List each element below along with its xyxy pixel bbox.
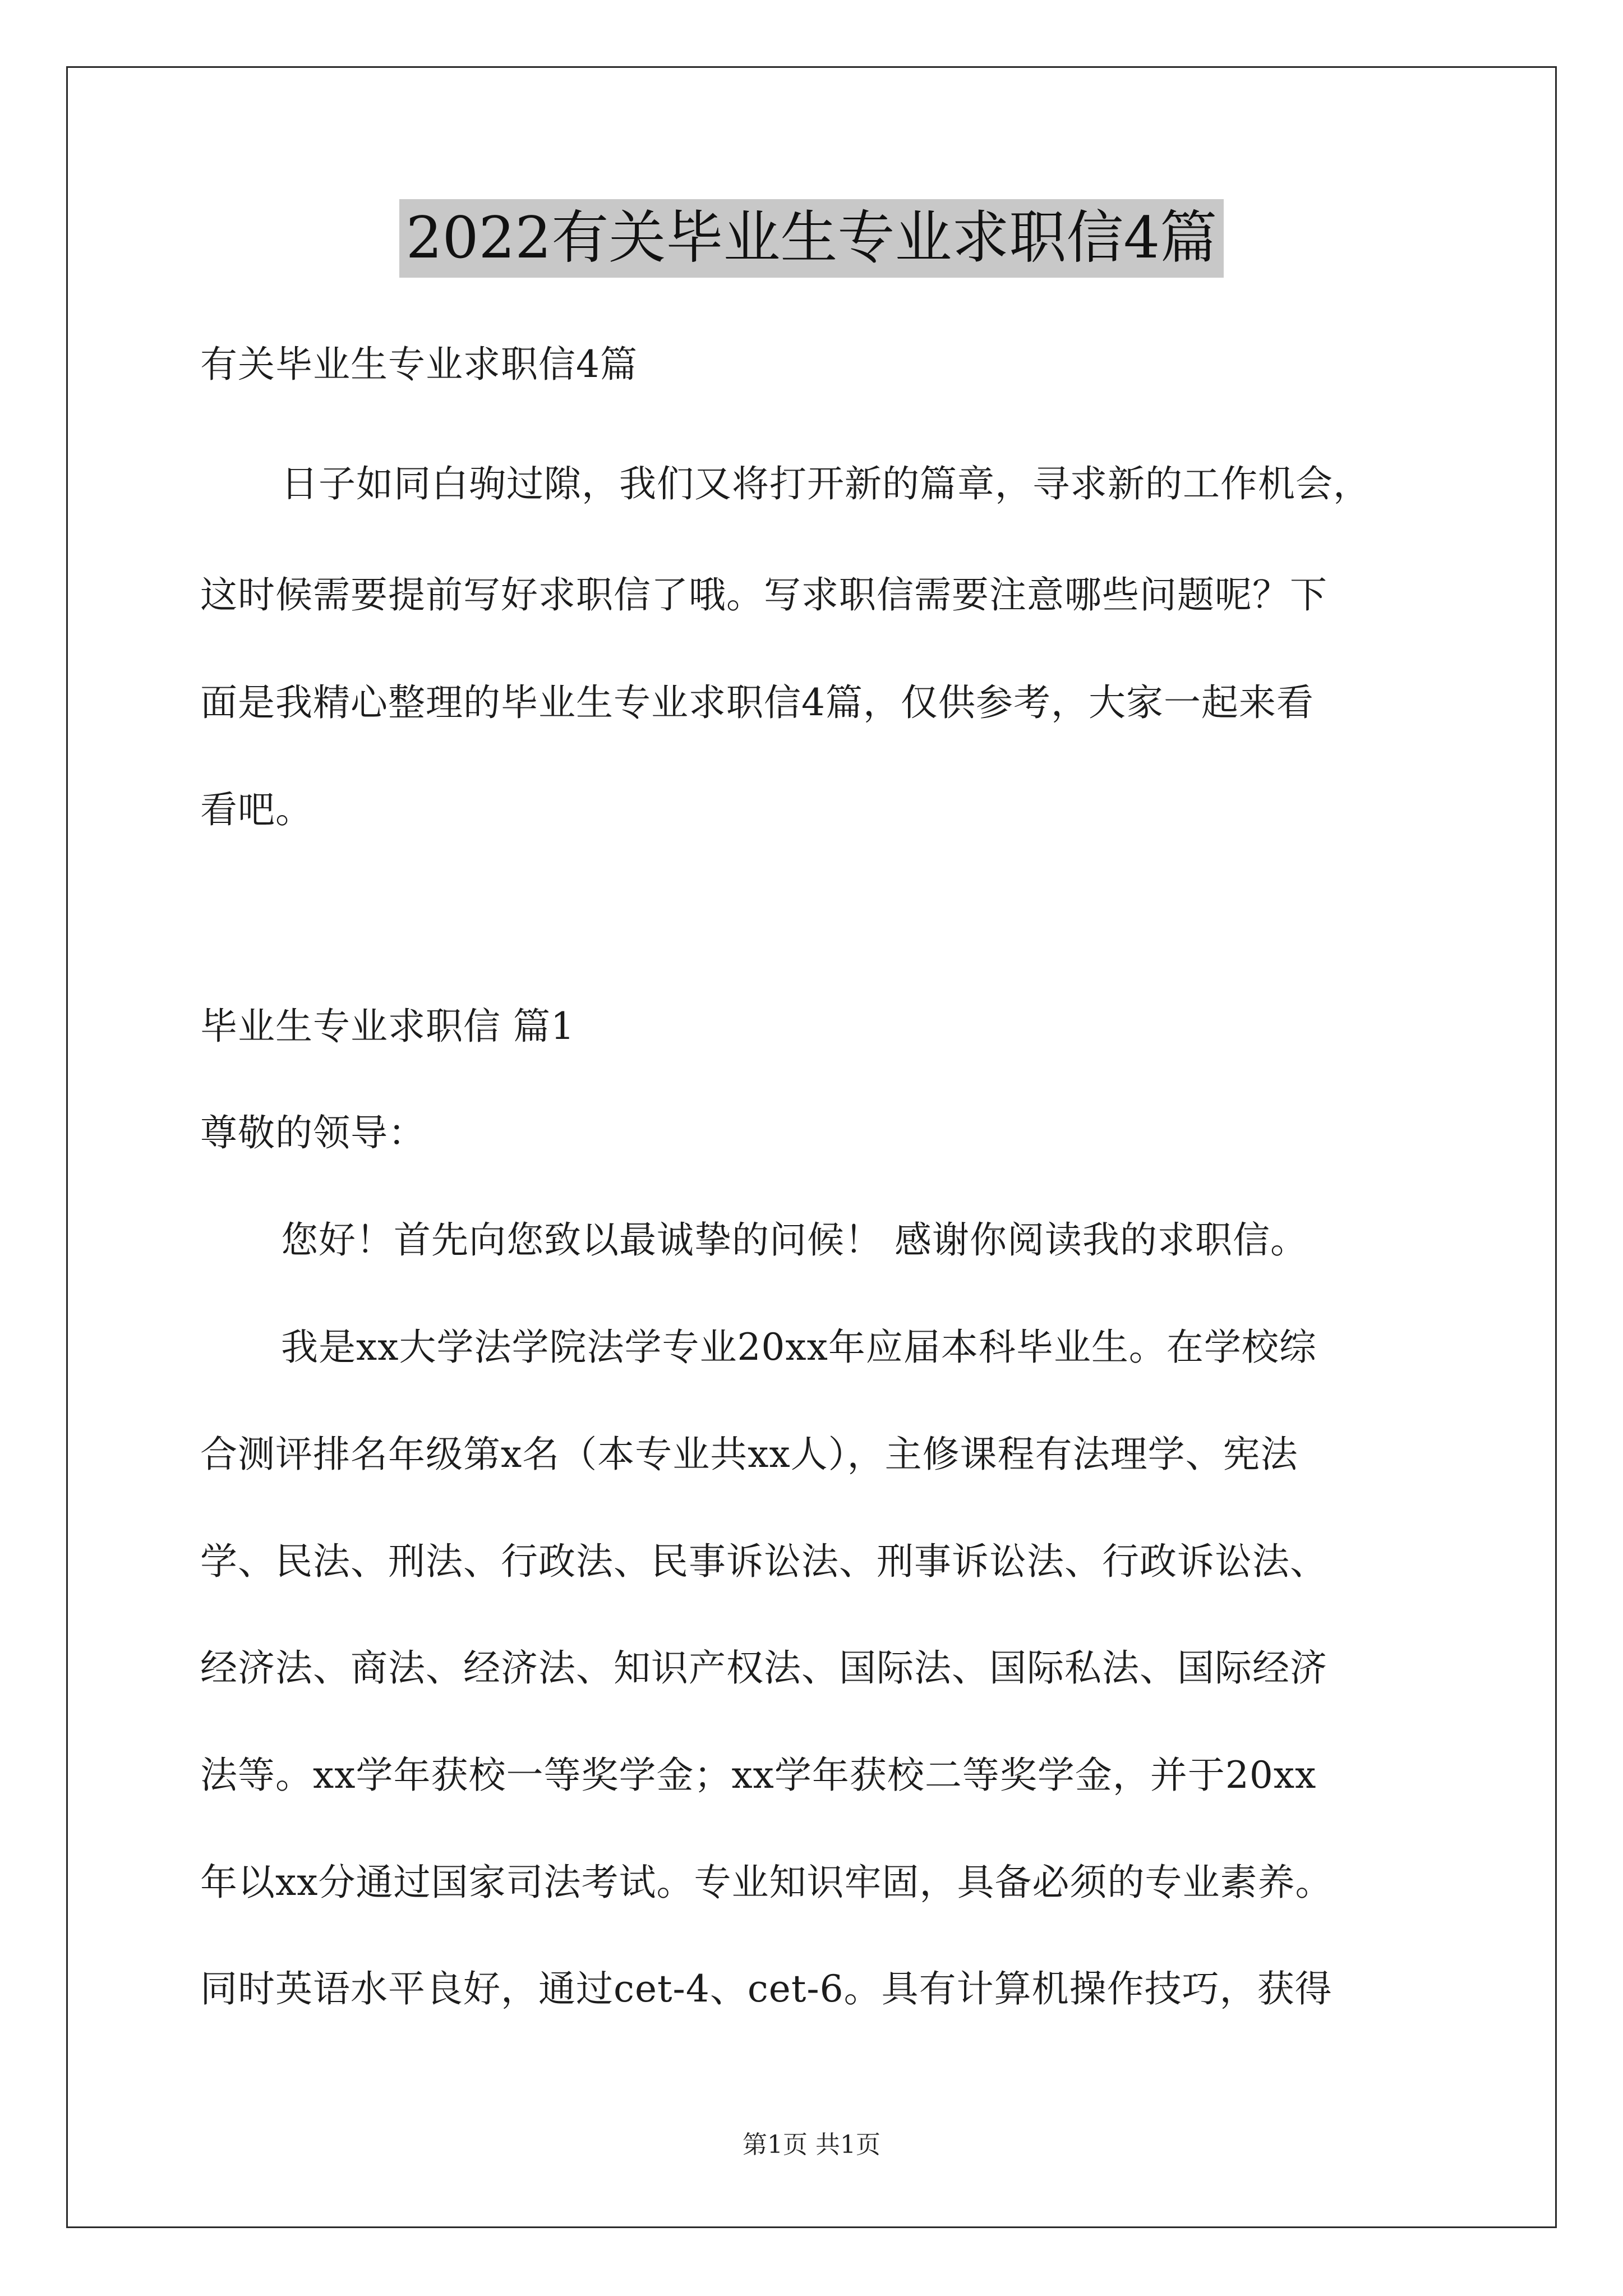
body-line: 学、民法、刑法、行政法、民事诉讼法、刑事诉讼法、行政诉讼法、 bbox=[200, 1540, 1327, 1583]
section-heading: 毕业生专业求职信 篇1 bbox=[200, 1005, 575, 1048]
intro-line: 看吧。 bbox=[200, 788, 313, 831]
greeting: 您好！首先向您致以最诚挚的问候！ 感谢你阅读我的求职信。 bbox=[281, 1218, 1308, 1262]
page-footer: 第1页 共1页 bbox=[743, 2131, 880, 2159]
intro-line: 日子如同白驹过隙，我们又将打开新的篇章，寻求新的工作机会， bbox=[281, 462, 1371, 505]
intro-line: 这时候需要提前写好求职信了哦。写求职信需要注意哪些问题呢？下 bbox=[200, 573, 1327, 616]
body-line: 合测评排名年级第x名（本专业共xx人），主修课程有法理学、宪法 bbox=[200, 1433, 1298, 1476]
body-line: 同时英语水平良好，通过cet-4、cet-6。具有计算机操作技巧，获得 bbox=[200, 1967, 1332, 2010]
document-title-text: 2022有关毕业生专业求职信4篇 bbox=[399, 199, 1224, 278]
salutation: 尊敬的领导： bbox=[200, 1111, 426, 1154]
document-subtitle: 有关毕业生专业求职信4篇 bbox=[200, 343, 638, 386]
document-title bbox=[0, 199, 1623, 278]
body-line: 法等。xx学年获校一等奖学金；xx学年获校二等奖学金，并于20xx bbox=[200, 1754, 1317, 1797]
body-line: 我是xx大学法学院法学专业20xx年应届本科毕业生。在学校综 bbox=[281, 1326, 1317, 1369]
body-line: 经济法、商法、经济法、知识产权法、国际法、国际私法、国际经济 bbox=[200, 1646, 1327, 1690]
intro-line: 面是我精心整理的毕业生专业求职信4篇，仅供参考，大家一起来看 bbox=[200, 681, 1314, 724]
body-line: 年以xx分通过国家司法考试。专业知识牢固，具备必须的专业素养。 bbox=[200, 1861, 1333, 1904]
